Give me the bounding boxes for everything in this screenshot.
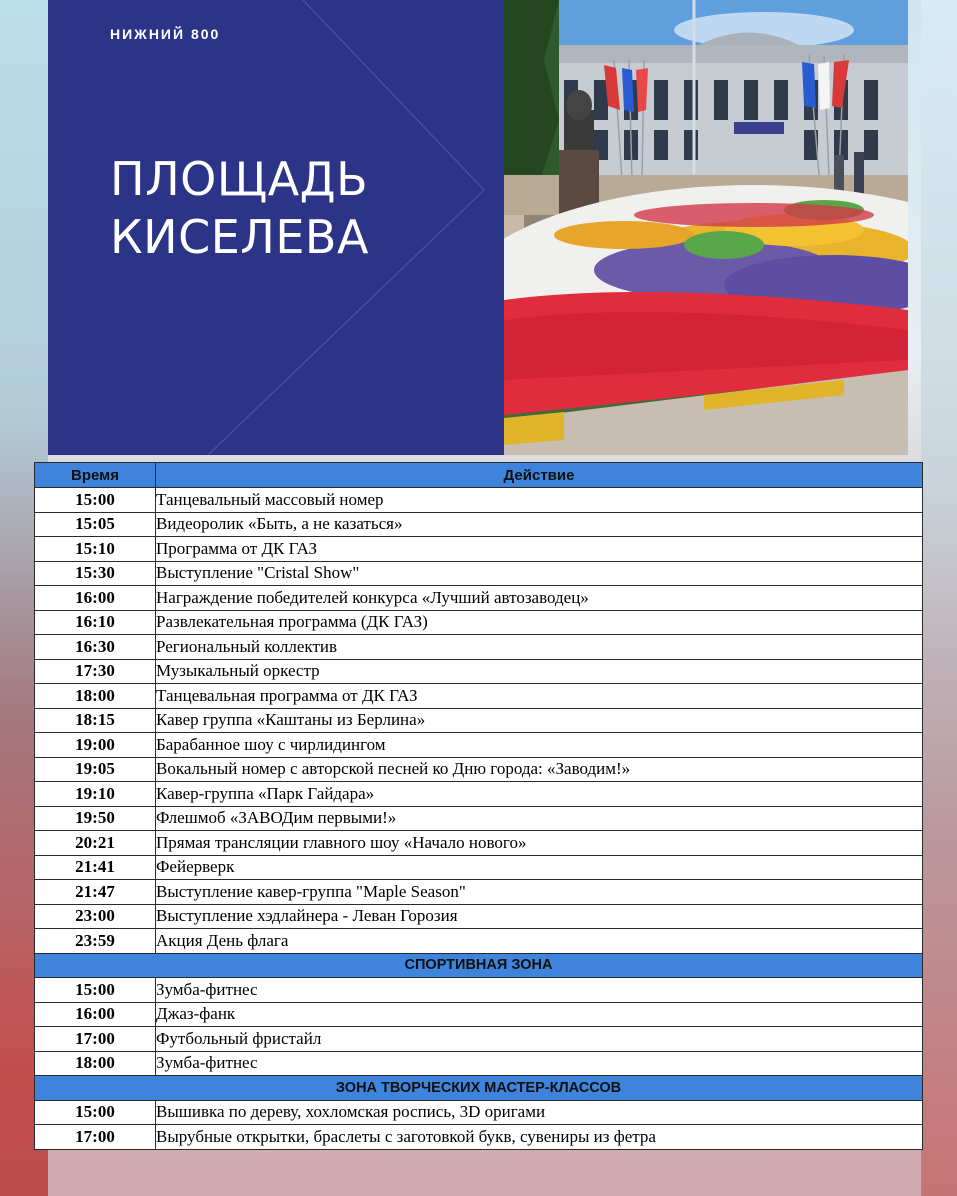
section-craft-zone <box>35 1076 923 1101</box>
section-sport-zone <box>35 953 923 978</box>
header-action: Действие <box>156 463 923 488</box>
action-cell: Зумба-фитнес <box>156 978 923 1003</box>
action-cell: Кавер-группа «Парк Гайдара» <box>156 782 923 807</box>
action-cell: Джаз-фанк <box>156 1002 923 1027</box>
table-row <box>35 782 923 807</box>
schedule-body <box>35 488 923 1150</box>
action-cell: Программа от ДК ГАЗ <box>156 537 923 562</box>
action-cell: Флешмоб «ЗАВОДим первыми!» <box>156 806 923 831</box>
action-cell: Зумба-фитнес <box>156 1051 923 1076</box>
time-cell: 23:59 <box>35 929 156 954</box>
time-cell: 18:00 <box>35 1051 156 1076</box>
time-cell: 20:21 <box>35 831 156 856</box>
action-cell: Кавер группа «Каштаны из Берлина» <box>156 708 923 733</box>
hero-title-panel <box>48 0 504 455</box>
table-row <box>35 1100 923 1125</box>
table-row <box>35 561 923 586</box>
action-cell: Выступление хэдлайнера - Леван Горозия <box>156 904 923 929</box>
time-cell: 16:00 <box>35 1002 156 1027</box>
time-cell: 21:41 <box>35 855 156 880</box>
action-cell: Вокальный номер с авторской песней ко Дню города: «Заводим!» <box>156 757 923 782</box>
hero-banner <box>48 0 908 455</box>
action-cell: Региональный коллектив <box>156 635 923 660</box>
action-cell: Вышивка по дереву, хохломская роспись, 3D оригами <box>156 1100 923 1125</box>
time-cell: 19:10 <box>35 782 156 807</box>
brand-logo: НИЖНИЙ 800 <box>110 26 221 42</box>
photo-illustration <box>504 0 908 455</box>
time-cell: 16:00 <box>35 586 156 611</box>
table-row <box>35 610 923 635</box>
action-cell: Выступление кавер-группа "Maple Season" <box>156 880 923 905</box>
action-cell: Награждение победителей конкурса «Лучший автозаводец» <box>156 586 923 611</box>
time-cell: 17:00 <box>35 1027 156 1052</box>
table-row <box>35 659 923 684</box>
table-row <box>35 855 923 880</box>
table-row <box>35 684 923 709</box>
action-cell: Прямая трансляции главного шоу «Начало нового» <box>156 831 923 856</box>
time-cell: 15:00 <box>35 1100 156 1125</box>
section-craft-zone-title: ЗОНА ТВОРЧЕСКИХ МАСТЕР-КЛАССОВ <box>35 1076 923 1101</box>
table-row <box>35 488 923 513</box>
table-row <box>35 929 923 954</box>
square-photo <box>504 0 908 455</box>
action-cell: Развлекательная программа (ДК ГАЗ) <box>156 610 923 635</box>
time-cell: 17:00 <box>35 1125 156 1150</box>
action-cell: Футбольный фристайл <box>156 1027 923 1052</box>
action-cell: Видеоролик «Быть, а не казаться» <box>156 512 923 537</box>
table-row <box>35 537 923 562</box>
table-row <box>35 806 923 831</box>
time-cell: 15:00 <box>35 488 156 513</box>
table-row <box>35 757 923 782</box>
time-cell: 15:05 <box>35 512 156 537</box>
time-cell: 19:05 <box>35 757 156 782</box>
table-row <box>35 831 923 856</box>
time-cell: 21:47 <box>35 880 156 905</box>
time-cell: 23:00 <box>35 904 156 929</box>
table-row <box>35 1125 923 1150</box>
table-row <box>35 586 923 611</box>
table-row <box>35 978 923 1003</box>
time-cell: 16:10 <box>35 610 156 635</box>
table-row <box>35 733 923 758</box>
time-cell: 18:00 <box>35 684 156 709</box>
table-row <box>35 880 923 905</box>
action-cell: Акция День флага <box>156 929 923 954</box>
action-cell: Танцевальная программа от ДК ГАЗ <box>156 684 923 709</box>
schedule-table <box>34 462 923 1150</box>
table-row <box>35 1051 923 1076</box>
time-cell: 19:50 <box>35 806 156 831</box>
table-row <box>35 904 923 929</box>
background-right-strip <box>921 0 957 1196</box>
table-row <box>35 635 923 660</box>
page-title: ПЛОЩАДЬ КИСЕЛЕВА <box>110 152 369 264</box>
table-row <box>35 512 923 537</box>
action-cell: Танцевальный массовый номер <box>156 488 923 513</box>
time-cell: 18:15 <box>35 708 156 733</box>
action-cell: Барабанное шоу с чирлидингом <box>156 733 923 758</box>
header-time: Время <box>35 463 156 488</box>
table-header-row <box>35 463 923 488</box>
table-row <box>35 708 923 733</box>
action-cell: Музыкальный оркестр <box>156 659 923 684</box>
time-cell: 15:30 <box>35 561 156 586</box>
action-cell: Выступление "Cristal Show" <box>156 561 923 586</box>
section-sport-zone-title: СПОРТИВНАЯ ЗОНА <box>35 953 923 978</box>
time-cell: 19:00 <box>35 733 156 758</box>
action-cell: Вырубные открытки, браслеты с заготовкой букв, сувениры из фетра <box>156 1125 923 1150</box>
time-cell: 15:00 <box>35 978 156 1003</box>
time-cell: 16:30 <box>35 635 156 660</box>
action-cell: Фейерверк <box>156 855 923 880</box>
time-cell: 17:30 <box>35 659 156 684</box>
table-row <box>35 1002 923 1027</box>
time-cell: 15:10 <box>35 537 156 562</box>
table-row <box>35 1027 923 1052</box>
